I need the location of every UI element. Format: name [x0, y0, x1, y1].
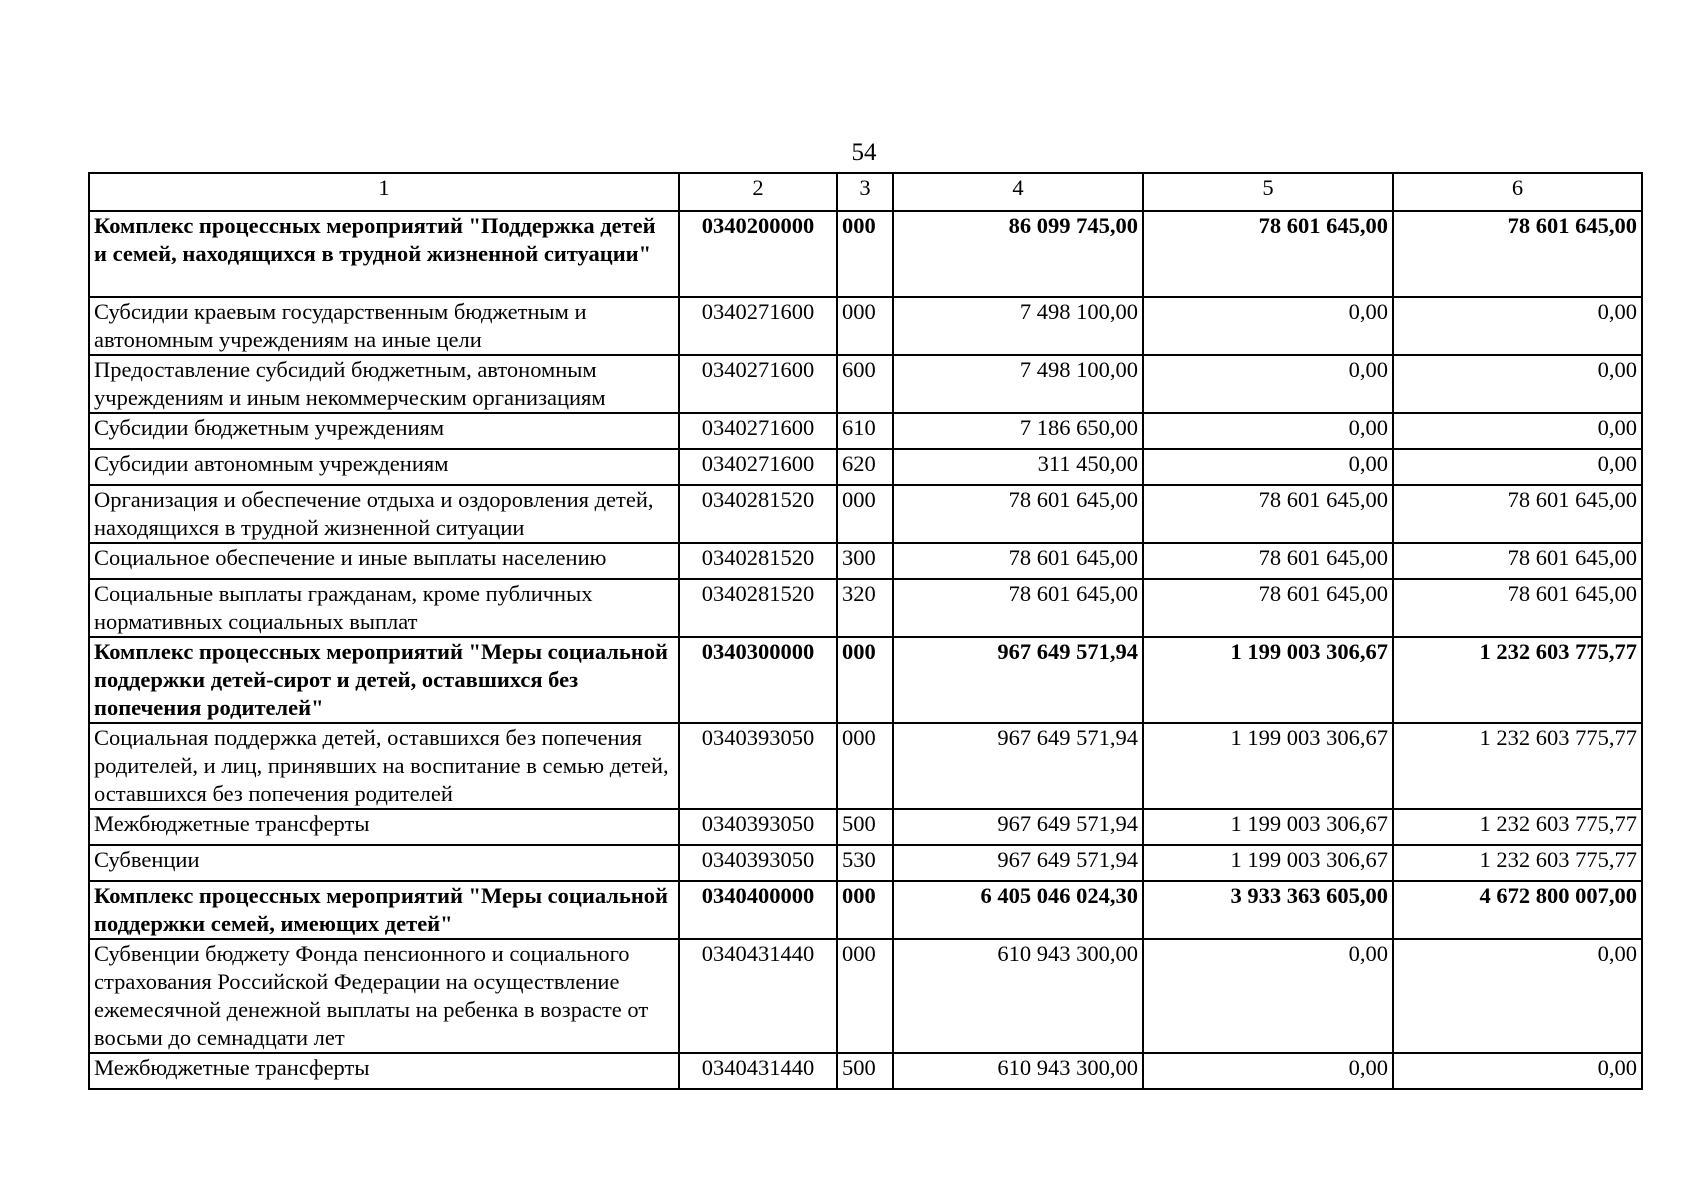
- row-name-cell: Межбюджетные трансферты: [89, 809, 679, 845]
- header-row: [89, 173, 1642, 211]
- row-name-cell: Комплекс процессных мероприятий "Поддержка детей и семей, находящихся в трудной жизненной ситуации": [89, 211, 679, 297]
- row-name-cell: Субвенции бюджету Фонда пенсионного и социального страхования Российской Федерации на осуществление ежемесячной денежной выплаты на ребенка в возрасте от восьми до семнадцати лет: [89, 939, 679, 1053]
- row-code-cell: 0340393050: [679, 723, 837, 809]
- row-vr-cell: 000: [837, 637, 893, 723]
- table-row: [89, 413, 1642, 449]
- row-vr-cell: 000: [837, 211, 893, 297]
- row-vr-cell: 610: [837, 413, 893, 449]
- row-amount-col6: 1 232 603 775,77: [1393, 809, 1642, 845]
- row-amount-col4: 610 943 300,00: [893, 939, 1143, 1053]
- row-vr-cell: 300: [837, 543, 893, 579]
- table-row: [89, 297, 1642, 355]
- row-code-cell: 0340431440: [679, 1053, 837, 1089]
- table-row: [89, 809, 1642, 845]
- column-header: 4: [893, 173, 1143, 211]
- page-number: 54: [851, 139, 877, 166]
- row-amount-col5: 0,00: [1143, 939, 1393, 1053]
- table-row: [89, 1053, 1642, 1089]
- row-amount-col4: 78 601 645,00: [893, 543, 1143, 579]
- row-code-cell: 0340431440: [679, 939, 837, 1053]
- row-amount-col6: 1 232 603 775,77: [1393, 723, 1642, 809]
- row-code-cell: 0340393050: [679, 845, 837, 881]
- row-name-cell: Комплекс процессных мероприятий "Меры социальной поддержки семей, имеющих детей": [89, 881, 679, 939]
- row-name-cell: Комплекс процессных мероприятий "Меры социальной поддержки детей-сирот и детей, оставшихся без попечения родителей": [89, 637, 679, 723]
- row-name-cell: Субсидии краевым государственным бюджетным и автономным учреждениям на иные цели: [89, 297, 679, 355]
- row-amount-col4: 610 943 300,00: [893, 1053, 1143, 1089]
- row-name-cell: Социальное обеспечение и иные выплаты населению: [89, 543, 679, 579]
- row-amount-col5: 78 601 645,00: [1143, 211, 1393, 297]
- table-row: [89, 579, 1642, 637]
- row-amount-col4: 7 498 100,00: [893, 355, 1143, 413]
- row-vr-cell: 000: [837, 485, 893, 543]
- column-header: 6: [1393, 173, 1642, 211]
- row-amount-col5: 0,00: [1143, 1053, 1393, 1089]
- row-amount-col4: 78 601 645,00: [893, 579, 1143, 637]
- row-amount-col4: 967 649 571,94: [893, 845, 1143, 881]
- table-row: [89, 211, 1642, 297]
- row-amount-col5: 78 601 645,00: [1143, 579, 1393, 637]
- row-amount-col5: 1 199 003 306,67: [1143, 637, 1393, 723]
- row-name-cell: Субсидии автономным учреждениям: [89, 449, 679, 485]
- table-row: [89, 881, 1642, 939]
- row-amount-col4: 7 498 100,00: [893, 297, 1143, 355]
- row-name-cell: Социальная поддержка детей, оставшихся без попечения родителей, и лиц, принявших на воспитание в семью детей, оставшихся без попечения родителей: [89, 723, 679, 809]
- row-amount-col4: 967 649 571,94: [893, 809, 1143, 845]
- row-name-cell: Организация и обеспечение отдыха и оздоровления детей, находящихся в трудной жизненной ситуации: [89, 485, 679, 543]
- table-row: [89, 845, 1642, 881]
- row-amount-col4: 7 186 650,00: [893, 413, 1143, 449]
- table-row: [89, 939, 1642, 1053]
- row-amount-col6: 1 232 603 775,77: [1393, 637, 1642, 723]
- row-amount-col6: 0,00: [1393, 449, 1642, 485]
- row-amount-col5: 0,00: [1143, 413, 1393, 449]
- row-amount-col4: 78 601 645,00: [893, 485, 1143, 543]
- table-row: [89, 637, 1642, 723]
- row-amount-col5: 0,00: [1143, 355, 1393, 413]
- row-code-cell: 0340271600: [679, 355, 837, 413]
- row-amount-col4: 6 405 046 024,30: [893, 881, 1143, 939]
- row-amount-col5: 0,00: [1143, 297, 1393, 355]
- row-name-cell: Межбюджетные трансферты: [89, 1053, 679, 1089]
- row-amount-col5: 1 199 003 306,67: [1143, 845, 1393, 881]
- row-amount-col6: 0,00: [1393, 1053, 1642, 1089]
- table-body: [89, 173, 1642, 1089]
- column-header: 1: [89, 173, 679, 211]
- row-amount-col6: 0,00: [1393, 297, 1642, 355]
- row-amount-col5: 78 601 645,00: [1143, 543, 1393, 579]
- row-amount-col6: 78 601 645,00: [1393, 543, 1642, 579]
- row-code-cell: 0340271600: [679, 449, 837, 485]
- row-amount-col5: 1 199 003 306,67: [1143, 809, 1393, 845]
- row-amount-col6: 78 601 645,00: [1393, 579, 1642, 637]
- table-row: [89, 449, 1642, 485]
- column-header: 3: [837, 173, 893, 211]
- row-amount-col5: 1 199 003 306,67: [1143, 723, 1393, 809]
- row-code-cell: 0340300000: [679, 637, 837, 723]
- row-amount-col4: 967 649 571,94: [893, 723, 1143, 809]
- table-row: [89, 723, 1642, 809]
- row-vr-cell: 320: [837, 579, 893, 637]
- row-amount-col5: 0,00: [1143, 449, 1393, 485]
- table-row: [89, 543, 1642, 579]
- row-amount-col6: 1 232 603 775,77: [1393, 845, 1642, 881]
- row-vr-cell: 500: [837, 809, 893, 845]
- row-amount-col6: 0,00: [1393, 413, 1642, 449]
- row-name-cell: Предоставление субсидий бюджетным, автономным учреждениям и иным некоммерческим организациям: [89, 355, 679, 413]
- row-name-cell: Социальные выплаты гражданам, кроме публичных нормативных социальных выплат: [89, 579, 679, 637]
- row-amount-col6: 0,00: [1393, 355, 1642, 413]
- row-amount-col6: 78 601 645,00: [1393, 485, 1642, 543]
- row-amount-col4: 311 450,00: [893, 449, 1143, 485]
- row-amount-col4: 967 649 571,94: [893, 637, 1143, 723]
- row-amount-col4: 86 099 745,00: [893, 211, 1143, 297]
- row-vr-cell: 000: [837, 723, 893, 809]
- row-amount-col6: 0,00: [1393, 939, 1642, 1053]
- row-code-cell: 0340400000: [679, 881, 837, 939]
- table-row: [89, 355, 1642, 413]
- row-amount-col6: 4 672 800 007,00: [1393, 881, 1642, 939]
- row-code-cell: 0340281520: [679, 579, 837, 637]
- row-code-cell: 0340271600: [679, 297, 837, 355]
- budget-table: [88, 172, 1643, 1090]
- row-vr-cell: 500: [837, 1053, 893, 1089]
- row-code-cell: 0340200000: [679, 211, 837, 297]
- row-vr-cell: 000: [837, 297, 893, 355]
- row-vr-cell: 620: [837, 449, 893, 485]
- row-vr-cell: 000: [837, 939, 893, 1053]
- row-vr-cell: 600: [837, 355, 893, 413]
- row-name-cell: Субсидии бюджетным учреждениям: [89, 413, 679, 449]
- table-row: [89, 485, 1642, 543]
- row-amount-col5: 78 601 645,00: [1143, 485, 1393, 543]
- row-code-cell: 0340393050: [679, 809, 837, 845]
- row-code-cell: 0340271600: [679, 413, 837, 449]
- row-amount-col6: 78 601 645,00: [1393, 211, 1642, 297]
- column-header: 2: [679, 173, 837, 211]
- row-code-cell: 0340281520: [679, 543, 837, 579]
- row-code-cell: 0340281520: [679, 485, 837, 543]
- row-amount-col5: 3 933 363 605,00: [1143, 881, 1393, 939]
- row-vr-cell: 530: [837, 845, 893, 881]
- row-vr-cell: 000: [837, 881, 893, 939]
- column-header: 5: [1143, 173, 1393, 211]
- row-name-cell: Субвенции: [89, 845, 679, 881]
